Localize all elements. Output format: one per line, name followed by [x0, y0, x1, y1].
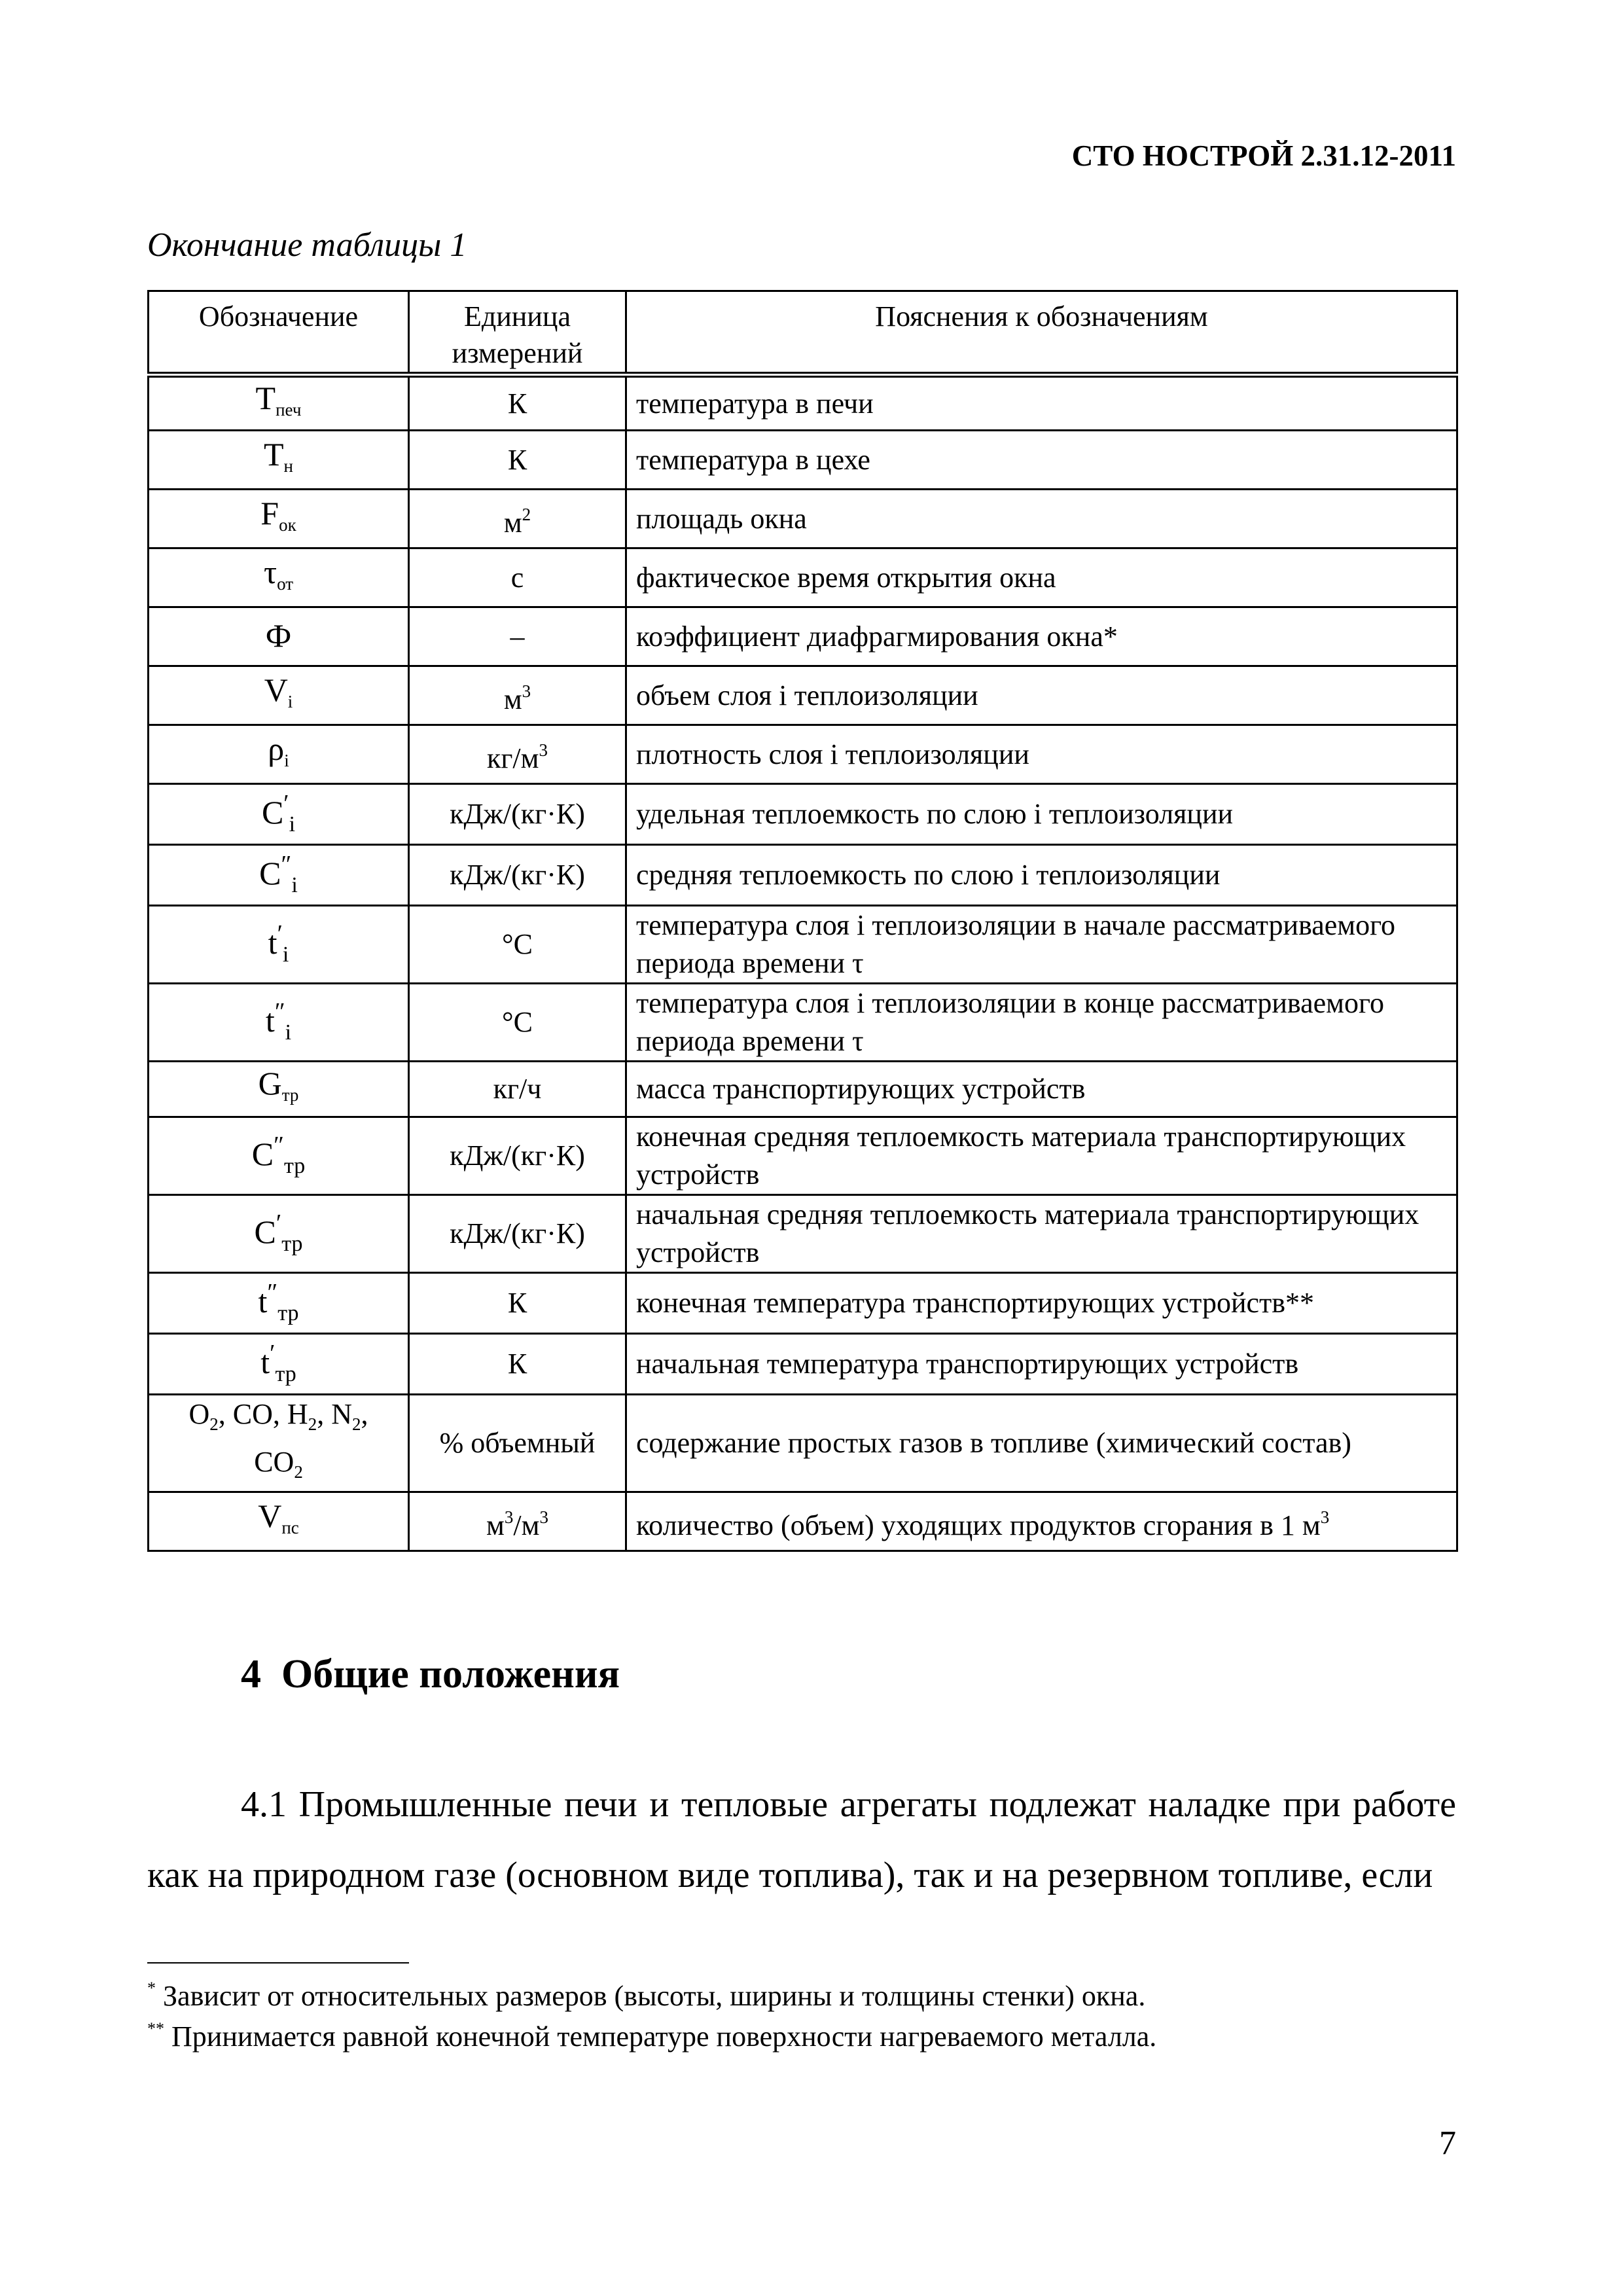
header-unit: Единица измерений [409, 291, 626, 375]
symbol-prime: ′ [277, 920, 283, 948]
table-row [149, 490, 1457, 548]
symbol-subscript: печ [276, 399, 302, 420]
symbol-subscript: ок [279, 514, 296, 535]
symbol-main: t [258, 1283, 268, 1319]
symbol-prime: ″ [274, 998, 285, 1026]
unit-superscript: 3 [539, 740, 548, 760]
subscript: 2 [308, 1414, 317, 1434]
unit-superscript: 3 [504, 1507, 514, 1527]
table-row [149, 1273, 1457, 1334]
cell-explanation: фактическое время открытия окна [626, 548, 1457, 607]
table-row [149, 845, 1457, 906]
table-row [149, 375, 1457, 431]
symbol-prime: ′ [283, 790, 289, 817]
symbol-prime: ″ [281, 851, 292, 878]
cell-unit [409, 725, 626, 784]
symbol-subscript: i [287, 691, 293, 711]
symbol-subscript: i [284, 750, 289, 770]
table-row [149, 984, 1457, 1062]
table-row [149, 1395, 1457, 1492]
table-row [149, 1492, 1457, 1551]
cell-unit: с [409, 548, 626, 607]
cell-unit: °С [409, 984, 626, 1062]
subscript: 2 [294, 1462, 303, 1482]
cell-unit: кДж/(кг·К) [409, 1117, 626, 1195]
symbol-subscript: i [289, 812, 296, 836]
symbol-main: T [264, 435, 284, 473]
unit-main: м [503, 507, 522, 539]
cell-unit [409, 490, 626, 548]
symbol-subscript: тр [283, 1154, 306, 1178]
section-title: Общие положения [281, 1652, 620, 1696]
cell-unit: % объемный [409, 1395, 626, 1492]
cell-explanation: площадь окна [626, 490, 1457, 548]
symbol-subscript: тр [275, 1362, 296, 1386]
cell-designation [149, 431, 409, 490]
cell-designation [149, 1334, 409, 1395]
cell-designation [149, 1492, 409, 1551]
section-number: 4 [241, 1652, 261, 1696]
table-row [149, 1195, 1457, 1273]
table-row [149, 906, 1457, 984]
table-row [149, 1334, 1457, 1395]
table-row [149, 784, 1457, 845]
cell-unit: К [409, 1334, 626, 1395]
document-code-header: СТО НОСТРОЙ 2.31.12-2011 [1071, 139, 1456, 172]
unit-main: кг/м [487, 742, 539, 774]
symbol-main: C [254, 1213, 276, 1250]
unit-main: м [486, 1509, 505, 1541]
table-row [149, 607, 1457, 666]
table-row [149, 431, 1457, 490]
cell-designation [149, 784, 409, 845]
cell-unit: – [409, 607, 626, 666]
symbol-prime: ″ [274, 1132, 284, 1159]
page-number: 7 [1439, 2125, 1456, 2162]
unit-main: м [503, 683, 522, 715]
cell-unit: К [409, 431, 626, 490]
cell-explanation: средняя теплоемкость по слою i теплоизоляции [626, 845, 1457, 906]
cell-explanation: начальная температура транспортирующих устройств [626, 1334, 1457, 1395]
symbol-subscript: i [282, 942, 289, 967]
cell-designation [149, 725, 409, 784]
cell-designation [149, 1062, 409, 1117]
footnote-2 [147, 2019, 1156, 2053]
symbol-subscript: тр [281, 1085, 299, 1105]
table-row [149, 666, 1457, 725]
symbol-main: t [260, 1344, 270, 1380]
table-row [149, 1117, 1457, 1195]
footnote-1 [147, 1979, 1145, 2013]
cell-unit: К [409, 375, 626, 431]
cell-designation [149, 984, 409, 1062]
cell-explanation: удельная теплоемкость по слою i теплоизоляции [626, 784, 1457, 845]
symbol-subscript: н [283, 456, 293, 476]
symbol-main: t [268, 924, 277, 961]
symbol-subscript: пс [281, 1517, 299, 1537]
paragraph-4-1: 4.1 Промышленные печи и тепловые агрегаты подлежат наладке при работе как на природном газе (основном виде топлива), так и на резервном топливе, если [147, 1784, 1456, 1895]
cell-unit: кг/ч [409, 1062, 626, 1117]
cell-unit [409, 666, 626, 725]
explanation-superscript: 3 [1320, 1507, 1330, 1527]
symbol-subscript: тр [281, 1232, 303, 1256]
table-row [149, 548, 1457, 607]
table-row [149, 725, 1457, 784]
cell-designation [149, 548, 409, 607]
header-designation: Обозначение [149, 291, 409, 375]
symbol-prime: ″ [267, 1279, 278, 1306]
table-header-row [149, 291, 1457, 375]
footnote-text: Зависит от относительных размеров (высоты, ширины и толщины стенки) окна. [163, 1980, 1146, 2012]
cell-explanation [626, 1492, 1457, 1551]
symbol-main: Ф [265, 617, 292, 654]
cell-designation [149, 1117, 409, 1195]
cell-explanation: температура слоя i теплоизоляции в начале рассматриваемого периода времени τ [626, 906, 1457, 984]
cell-explanation: начальная средняя теплоемкость материала транспортирующих устройств [626, 1195, 1457, 1273]
unit-main-2: /м [513, 1509, 540, 1541]
unit-superscript: 2 [522, 505, 531, 524]
table-row [149, 1062, 1457, 1117]
cell-explanation: содержание простых газов в топливе (химический состав) [626, 1395, 1457, 1492]
cell-explanation: объем слоя i теплоизоляции [626, 666, 1457, 725]
subscript: 2 [209, 1414, 219, 1434]
cell-designation [149, 1273, 409, 1334]
table-caption: Окончание таблицы 1 [147, 226, 467, 264]
cell-explanation: конечная температура транспортирующих устройств** [626, 1273, 1457, 1334]
symbol-main: V [264, 671, 288, 708]
cell-explanation: конечная средняя теплоемкость материала транспортирующих устройств [626, 1117, 1457, 1195]
cell-designation [149, 1195, 409, 1273]
symbol-subscript: тр [277, 1301, 299, 1325]
section-heading [241, 1651, 620, 1698]
symbol-subscript: от [277, 573, 294, 594]
footnote-separator [147, 1962, 409, 1964]
footnote-mark: * [147, 1979, 156, 1998]
symbol-main: T [255, 379, 276, 416]
symbol-prime: ′ [270, 1340, 276, 1367]
symbol-prime: ′ [276, 1210, 282, 1237]
cell-designation [149, 490, 409, 548]
header-explanation: Пояснения к обозначениям [626, 291, 1457, 375]
symbol-main: C [261, 794, 284, 831]
cell-unit: К [409, 1273, 626, 1334]
cell-unit: °С [409, 906, 626, 984]
symbols-table [147, 290, 1458, 1552]
symbol-main: τ [263, 553, 277, 590]
cell-explanation: масса транспортирующих устройств [626, 1062, 1457, 1117]
symbol-main: t [265, 1002, 275, 1039]
cell-designation [149, 906, 409, 984]
cell-explanation: температура слоя i теплоизоляции в конце рассматриваемого периода времени τ [626, 984, 1457, 1062]
symbol-main: ρ [268, 730, 285, 767]
symbol-subscript: i [285, 1020, 292, 1045]
symbol-main: V [258, 1497, 282, 1534]
unit-superscript: 3 [522, 681, 531, 701]
symbol-main: C [251, 1136, 274, 1172]
cell-designation [149, 845, 409, 906]
symbol-main: G [258, 1065, 282, 1102]
cell-unit: кДж/(кг·К) [409, 845, 626, 906]
symbol-subscript: i [291, 873, 298, 897]
cell-explanation: плотность слоя i теплоизоляции [626, 725, 1457, 784]
cell-explanation: температура в печи [626, 375, 1457, 431]
cell-explanation: коэффициент диафрагмирования окна* [626, 607, 1457, 666]
cell-designation: $O_2$, CO, $H_2$, $N_2$, $CO_2$ [149, 1395, 409, 1492]
cell-designation [149, 375, 409, 431]
cell-unit: кДж/(кг·К) [409, 1195, 626, 1273]
cell-unit: кДж/(кг·К) [409, 784, 626, 845]
subscript: 2 [351, 1414, 361, 1434]
symbol-main: C [259, 855, 281, 891]
explanation-main: количество (объем) уходящих продуктов сгорания в 1 м [636, 1509, 1321, 1541]
cell-unit [409, 1492, 626, 1551]
symbol-main: F [260, 494, 279, 531]
cell-explanation: температура в цехе [626, 431, 1457, 490]
cell-designation [149, 607, 409, 666]
unit-superscript-2: 3 [539, 1507, 548, 1527]
cell-designation [149, 666, 409, 725]
footnote-mark: ** [147, 2019, 164, 2038]
footnote-text: Принимается равной конечной температуре поверхности нагреваемого металла. [171, 2020, 1157, 2053]
